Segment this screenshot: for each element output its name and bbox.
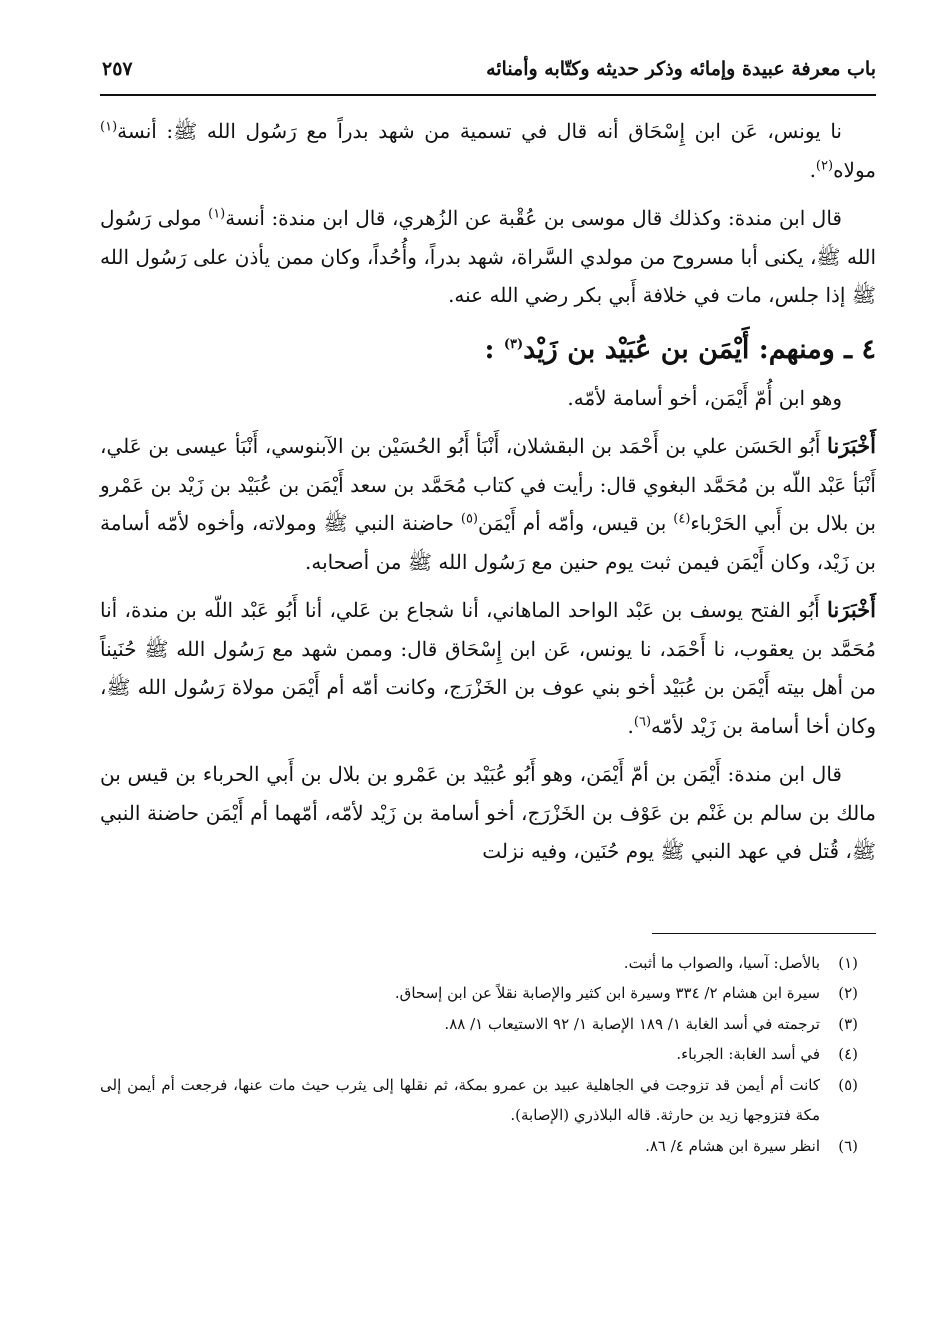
main-text: [100, 112, 876, 871]
page-number: ٢٥٧: [102, 58, 133, 80]
footnote-ref[interactable]: (٤): [673, 511, 691, 527]
footnote: [100, 1039, 858, 1070]
footnote: [100, 1009, 858, 1040]
paragraph-text: مولاه: [833, 157, 876, 182]
footnote-text: بالأصل: آسيا، والصواب ما أثبت.: [623, 953, 820, 972]
footnote-text: انظر سيرة ابن هشام ٤/ ٨٦.: [645, 1136, 820, 1155]
footnote: [100, 948, 858, 979]
paragraph-lead-word: أَخْبَرَنا: [827, 597, 876, 622]
footnote-number: (٤): [838, 1045, 858, 1063]
footnote-ref[interactable]: (٣): [503, 336, 524, 352]
paragraph-text: أَبُو الفتح يوسف بن عَبْد الواحد الماهاني، أنا شجاع بن عَلي، أنا أَبُو عَبْد اللّه بن مندة، أنا مُحَمَّد بن يعقوب، نا أَحْمَد، نا يونس، عَن ابن إِسْحَاق قال: وممن شهد مع رَسُول الله ﷺ حُنَيناً من أهل بيته أَيْمَن بن عُبَيْد أخو بني عوف بن الخَزْرَج، وكانت أمّه أم أَيْمَن مولاة رَسُول الله ﷺ، وكان أخا أسامة بن زَيْد لأمّه: [100, 598, 876, 738]
footnotes: [100, 948, 876, 1162]
footnote-number: (٣): [838, 1014, 858, 1033]
paragraph: [100, 755, 876, 871]
section-heading-text: ٤ ـ ومنهم: أَيْمَن بن عُبَيْد بن زَيْد: [523, 333, 876, 365]
footnote: [100, 978, 858, 1009]
footnote-number: (٢): [838, 984, 858, 1002]
footnote-text: في أسد الغابة: الجرباء.: [676, 1045, 820, 1063]
book-page: [100, 58, 876, 1161]
footnote-text: ترجمته في أسد الغابة ١/ ١٨٩ الإصابة ١/ ٩٢ الاستيعاب ١/ ٨٨.: [444, 1014, 820, 1033]
section-heading: [100, 325, 876, 375]
footnote-number: (٦): [838, 1136, 858, 1155]
footnote-number: (١): [838, 953, 858, 972]
paragraph-text: قال ابن مندة: وكذلك قال موسى بن عُقْبة عن الزُهري، قال ابن مندة: أنسة: [225, 206, 842, 230]
paragraph: [100, 591, 876, 745]
paragraph: [100, 427, 876, 581]
paragraph-text: نا يونس، عَن ابن إِسْحَاق أنه قال في تسمية من شهد بدراً مع رَسُول الله ﷺ: أنسة: [117, 119, 842, 143]
paragraph: [100, 112, 876, 189]
paragraph-text: وهو ابن أُمّ أَيْمَن، أخو أسامة لأمّه.: [567, 385, 842, 410]
footnote: [100, 1070, 858, 1131]
footnote-ref[interactable]: (١): [208, 206, 226, 222]
paragraph: [100, 199, 876, 315]
footnote-text: سيرة ابن هشام ٢/ ٣٣٤ وسيرة ابن كثير والإصابة نقلاً عن ابن إسحاق.: [394, 984, 820, 1002]
paragraph-text: قال ابن مندة: أَيْمَن بن أمّ أَيْمَن، وهو أَبُو عُبَيْد بن عَمْرو بن بلال بن أَبي الحرباء بن قيس بن مالك بن سالم بن غَنْم بن عَوْف بن الخَزْرَج، أخو أسامة بن زَيْد لأمّه، أمّهما أم أَيْمَن حاضنة النبي ﷺ، قُتل في عهد النبي ﷺ يوم حُنَين، وفيه نزلت: [100, 762, 876, 863]
paragraph-text: .: [627, 713, 634, 738]
footnote-ref[interactable]: (١): [100, 119, 118, 135]
footnote-ref[interactable]: (٢): [815, 157, 834, 173]
running-head-title: باب معرفة عبيدة وإمائه وذكر حديثه وكتّابه وأمنائه: [486, 58, 876, 80]
footnote-divider: [652, 933, 876, 934]
paragraph-text: .: [809, 157, 816, 182]
section-heading-tail: :: [484, 333, 504, 365]
paragraph-text: أَبُو الحَسَن علي بن أَحْمَد بن البقشلان، أَنْبَأ أَبُو الحُسَيْن بن الآبنوسي، أَنْبَأ عيسى بن عَلي، أَنْبَأ عَبْد اللّه بن مُحَمَّد البغوي قال: رأيت في كتاب مُحَمَّد بن سعد أَيْمَن بن عُبَيْد بن زَيْد بن عَمْرو بن بلال بن أَبي الحَرْباء: [100, 434, 876, 535]
footnote: [100, 1131, 858, 1162]
footnote-number: (٥): [838, 1075, 858, 1094]
running-head: [100, 58, 876, 96]
paragraph: [100, 379, 876, 418]
paragraph-text: بن قيس، وأمّه أم أَيْمَن: [478, 511, 674, 535]
footnote-text: كانت أم أيمن قد تزوجت في الجاهلية عبيد بن عمرو بمكة، ثم نقلها إلى يثرب حيث مات عنها، فرجعت أم أيمن إلى مكة فتزوجها زيد بن حارثة. قاله البلاذري (الإصابة).: [100, 1075, 820, 1124]
footnote-ref[interactable]: (٥): [460, 511, 478, 527]
paragraph-text: مولى رَسُول الله ﷺ، يكنى أبا مسروح من مولدي السَّراة، شهد بدراً، وأُحُداً، وكان ممن يأذن على رَسُول الله ﷺ إذا جلس، مات في خلافة أَبي بكر رضي الله عنه.: [100, 206, 876, 307]
footnote-ref[interactable]: (٦): [633, 713, 652, 729]
paragraph-lead-word: أَخْبَرَنا: [827, 433, 876, 458]
paragraph-text: حاضنة النبي ﷺ ومولاته، وأخوه لأمّه أسامة بن زَيْد، وكان أَيْمَن فيمن ثبت يوم حنين مع رَسُول الله ﷺ من أصحابه.: [100, 511, 876, 574]
